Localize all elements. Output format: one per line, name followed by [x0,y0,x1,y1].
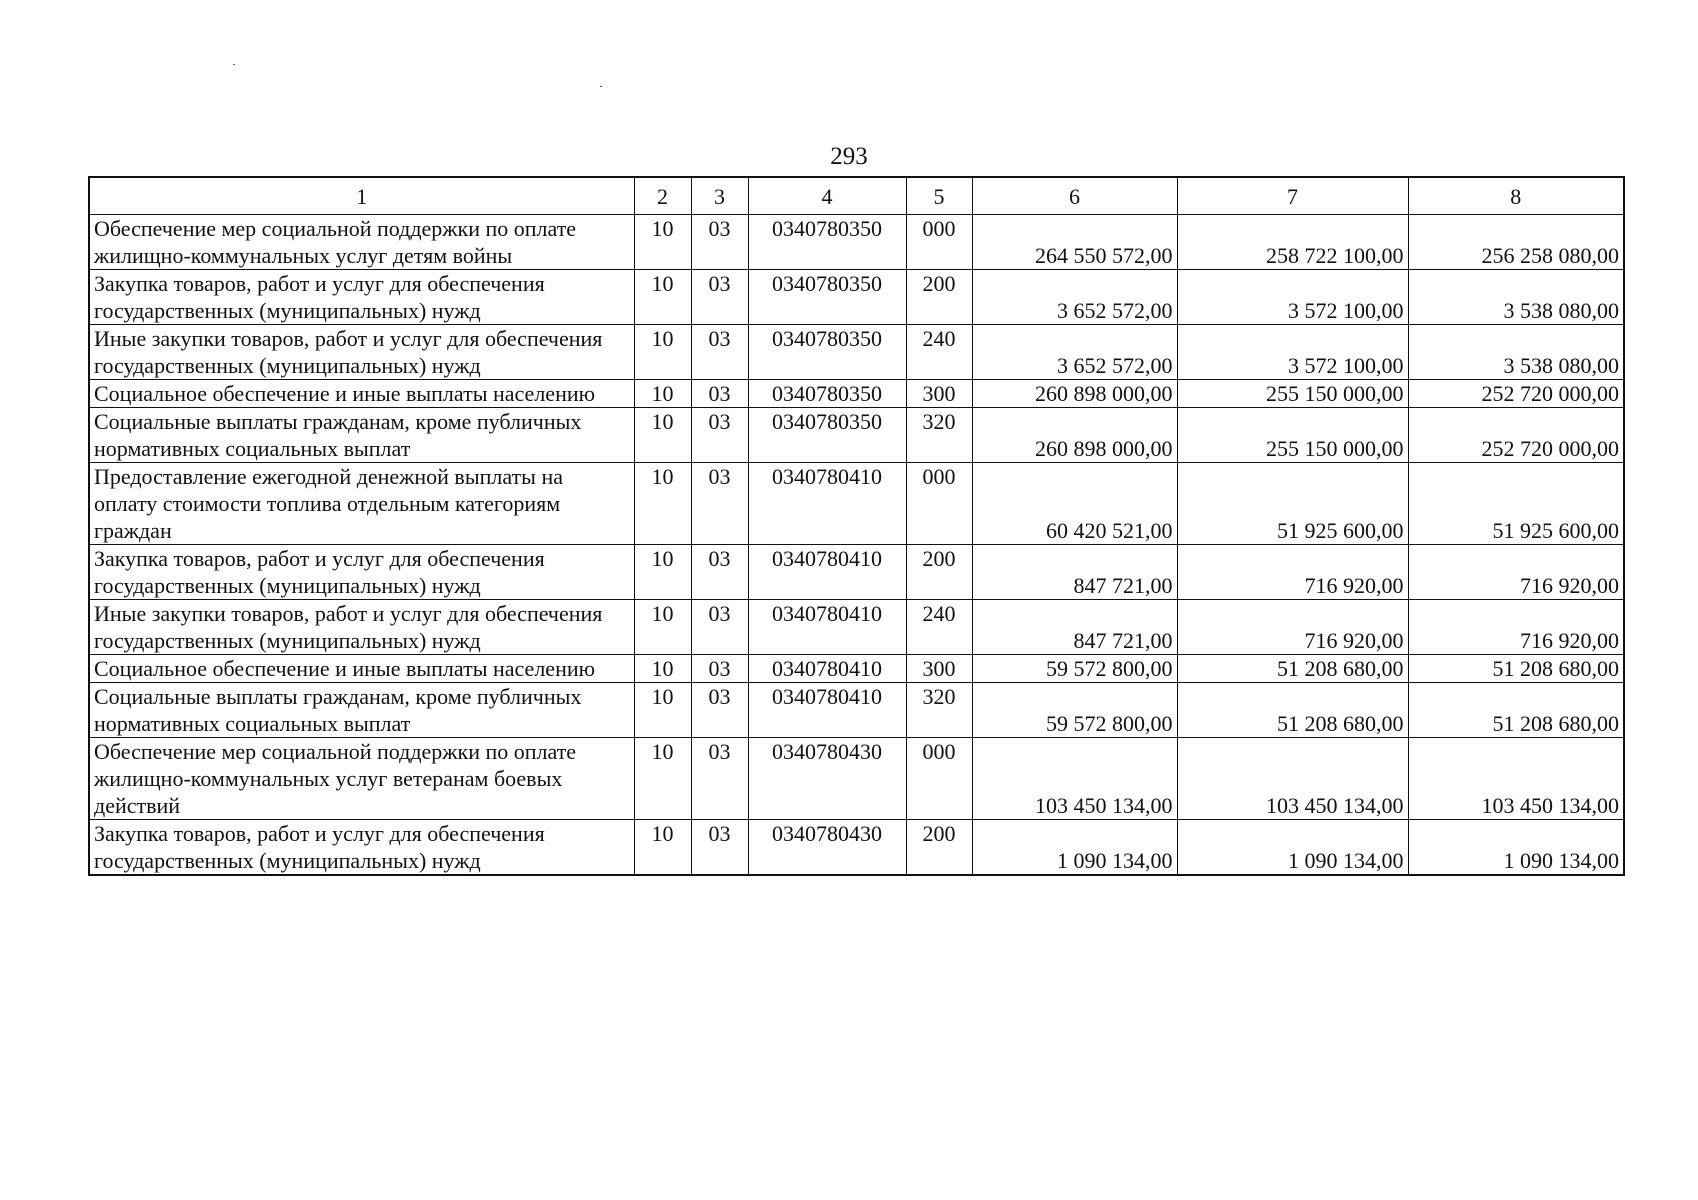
expense-type-code: 200 [906,820,972,876]
subsection-code: 03 [691,270,748,325]
section-code: 10 [634,820,691,876]
subsection-code: 03 [691,380,748,408]
subsection-code: 03 [691,600,748,655]
target-article-code: 0340780350 [748,325,906,380]
section-code: 10 [634,325,691,380]
column-header: 1 [89,177,634,215]
amount-col6: 260 898 000,00 [972,380,1177,408]
section-code: 10 [634,683,691,738]
target-article-code: 0340780410 [748,683,906,738]
amount-col7: 51 208 680,00 [1177,655,1408,683]
amount-col8: 256 258 080,00 [1408,215,1624,270]
expense-type-code: 240 [906,325,972,380]
amount-col7: 716 920,00 [1177,600,1408,655]
amount-col8: 51 208 680,00 [1408,683,1624,738]
amount-col7: 255 150 000,00 [1177,380,1408,408]
column-header: 2 [634,177,691,215]
scan-speck [233,64,235,65]
amount-col7: 3 572 100,00 [1177,325,1408,380]
amount-col6: 1 090 134,00 [972,820,1177,876]
subsection-code: 03 [691,820,748,876]
section-code: 10 [634,408,691,463]
expense-type-code: 200 [906,545,972,600]
expense-type-code: 000 [906,215,972,270]
section-code: 10 [634,463,691,545]
amount-col8: 51 208 680,00 [1408,655,1624,683]
amount-col7: 716 920,00 [1177,545,1408,600]
table-row [89,683,1624,738]
amount-col8: 103 450 134,00 [1408,738,1624,820]
row-name: Иные закупки товаров, работ и услуг для обеспечения государственных (муниципальных) нужд [89,600,634,655]
row-name: Социальное обеспечение и иные выплаты населению [89,380,634,408]
subsection-code: 03 [691,683,748,738]
table-row [89,655,1624,683]
table-row [89,738,1624,820]
amount-col8: 3 538 080,00 [1408,325,1624,380]
amount-col7: 255 150 000,00 [1177,408,1408,463]
table-row [89,820,1624,876]
row-name: Обеспечение мер социальной поддержки по оплате жилищно-коммунальных услуг детям войны [89,215,634,270]
expense-type-code: 000 [906,738,972,820]
section-code: 10 [634,215,691,270]
expense-type-code: 000 [906,463,972,545]
amount-col6: 60 420 521,00 [972,463,1177,545]
amount-col7: 258 722 100,00 [1177,215,1408,270]
section-code: 10 [634,655,691,683]
expense-type-code: 200 [906,270,972,325]
target-article-code: 0340780430 [748,738,906,820]
section-code: 10 [634,738,691,820]
expense-type-code: 320 [906,683,972,738]
target-article-code: 0340780350 [748,408,906,463]
target-article-code: 0340780350 [748,215,906,270]
budget-table [88,176,1625,876]
row-name: Иные закупки товаров, работ и услуг для обеспечения государственных (муниципальных) нужд [89,325,634,380]
amount-col6: 3 652 572,00 [972,270,1177,325]
row-name: Закупка товаров, работ и услуг для обеспечения государственных (муниципальных) нужд [89,270,634,325]
amount-col6: 3 652 572,00 [972,325,1177,380]
expense-type-code: 300 [906,380,972,408]
amount-col8: 252 720 000,00 [1408,380,1624,408]
row-name: Закупка товаров, работ и услуг для обеспечения государственных (муниципальных) нужд [89,545,634,600]
subsection-code: 03 [691,738,748,820]
column-header: 7 [1177,177,1408,215]
amount-col8: 716 920,00 [1408,545,1624,600]
column-header: 6 [972,177,1177,215]
target-article-code: 0340780410 [748,545,906,600]
amount-col6: 847 721,00 [972,545,1177,600]
amount-col6: 103 450 134,00 [972,738,1177,820]
amount-col7: 3 572 100,00 [1177,270,1408,325]
amount-col8: 3 538 080,00 [1408,270,1624,325]
subsection-code: 03 [691,325,748,380]
row-name: Социальные выплаты гражданам, кроме публичных нормативных социальных выплат [89,683,634,738]
row-name: Закупка товаров, работ и услуг для обеспечения государственных (муниципальных) нужд [89,820,634,876]
target-article-code: 0340780410 [748,463,906,545]
amount-col8: 252 720 000,00 [1408,408,1624,463]
table-row [89,600,1624,655]
amount-col7: 1 090 134,00 [1177,820,1408,876]
subsection-code: 03 [691,655,748,683]
scan-speck [600,86,602,87]
section-code: 10 [634,545,691,600]
subsection-code: 03 [691,545,748,600]
target-article-code: 0340780430 [748,820,906,876]
amount-col8: 1 090 134,00 [1408,820,1624,876]
table-row [89,215,1624,270]
table-row [89,270,1624,325]
amount-col6: 59 572 800,00 [972,655,1177,683]
row-name: Предоставление ежегодной денежной выплаты на оплату стоимости топлива отдельным категориям граждан [89,463,634,545]
target-article-code: 0340780410 [748,655,906,683]
section-code: 10 [634,380,691,408]
column-header: 3 [691,177,748,215]
target-article-code: 0340780350 [748,270,906,325]
page-number: 293 [830,143,868,170]
amount-col7: 51 208 680,00 [1177,683,1408,738]
header-row [89,177,1624,215]
table-row [89,545,1624,600]
amount-col6: 59 572 800,00 [972,683,1177,738]
amount-col8: 51 925 600,00 [1408,463,1624,545]
row-name: Социальные выплаты гражданам, кроме публичных нормативных социальных выплат [89,408,634,463]
row-name: Социальное обеспечение и иные выплаты населению [89,655,634,683]
amount-col6: 260 898 000,00 [972,408,1177,463]
subsection-code: 03 [691,463,748,545]
section-code: 10 [634,600,691,655]
column-header: 8 [1408,177,1624,215]
table-row [89,325,1624,380]
expense-type-code: 240 [906,600,972,655]
subsection-code: 03 [691,408,748,463]
amount-col6: 264 550 572,00 [972,215,1177,270]
amount-col7: 103 450 134,00 [1177,738,1408,820]
section-code: 10 [634,270,691,325]
expense-type-code: 300 [906,655,972,683]
amount-col7: 51 925 600,00 [1177,463,1408,545]
target-article-code: 0340780350 [748,380,906,408]
column-header: 5 [906,177,972,215]
target-article-code: 0340780410 [748,600,906,655]
column-header: 4 [748,177,906,215]
table-row [89,463,1624,545]
amount-col8: 716 920,00 [1408,600,1624,655]
table-row [89,408,1624,463]
expense-type-code: 320 [906,408,972,463]
amount-col6: 847 721,00 [972,600,1177,655]
table-row [89,380,1624,408]
subsection-code: 03 [691,215,748,270]
row-name: Обеспечение мер социальной поддержки по оплате жилищно-коммунальных услуг ветеранам боевых действий [89,738,634,820]
